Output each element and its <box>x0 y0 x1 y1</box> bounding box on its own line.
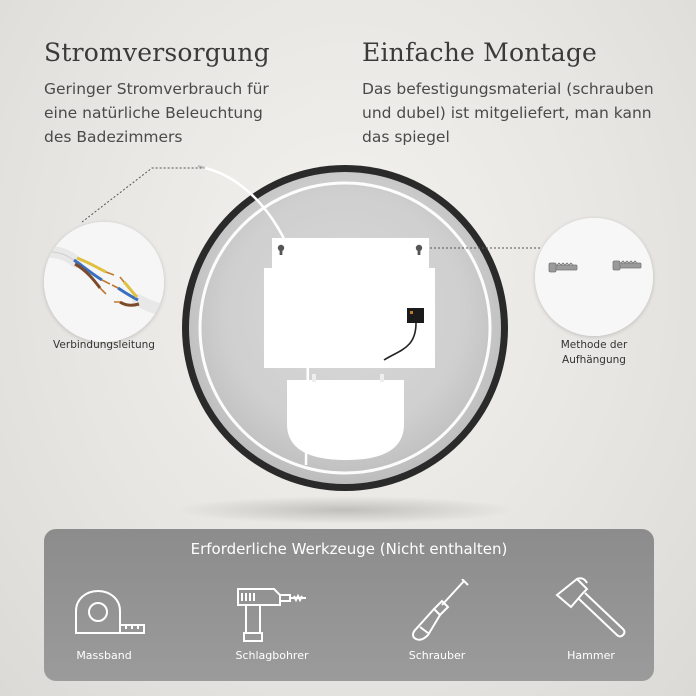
tool-label-schrauber: Schrauber <box>408 649 466 662</box>
mounting-caption-line: Methode der <box>560 339 628 351</box>
mirror-shadow <box>175 496 515 524</box>
power-heading: Stromversorgung <box>44 38 270 67</box>
cable-caption: Verbindungsleitung <box>53 339 155 351</box>
mounting-description-line: Das befestigungsmaterial (schrauben <box>362 80 654 98</box>
mounting-callout <box>535 218 653 336</box>
power-description-line: Geringer Stromverbrauch für <box>44 80 269 98</box>
lower-plate <box>287 380 404 460</box>
mounting-caption <box>534 338 654 368</box>
tools-panel <box>44 529 654 681</box>
switch-box <box>407 308 424 323</box>
power-description-line: des Badezimmers <box>44 128 183 146</box>
tools-title: Erforderliche Werkzeuge (Nicht enthalten) <box>190 540 508 558</box>
hammer-icon <box>551 577 631 643</box>
screwdriver-icon <box>398 579 478 645</box>
tool-label-massband: Massband <box>76 649 132 662</box>
tape-measure-icon <box>66 585 146 651</box>
tool-label-hammer: Hammer <box>567 649 615 662</box>
wall-screws-icon <box>535 218 653 336</box>
mounting-caption-line: Aufhängung <box>562 354 626 366</box>
mounting-heading: Einfache Montage <box>362 38 598 67</box>
mounting-description-line: und dubel) ist mitgeliefert, man kann <box>362 104 652 122</box>
tool-label-schlagbohrer: Schlagbohrer <box>235 649 309 662</box>
power-description-line: eine natürliche Beleuchtung <box>44 104 263 122</box>
left-callout-line <box>82 168 202 222</box>
mounting-description-line: das spiegel <box>362 128 450 146</box>
drill-icon <box>232 581 312 647</box>
cable-callout <box>44 222 164 342</box>
cable-wires-icon <box>44 222 164 342</box>
